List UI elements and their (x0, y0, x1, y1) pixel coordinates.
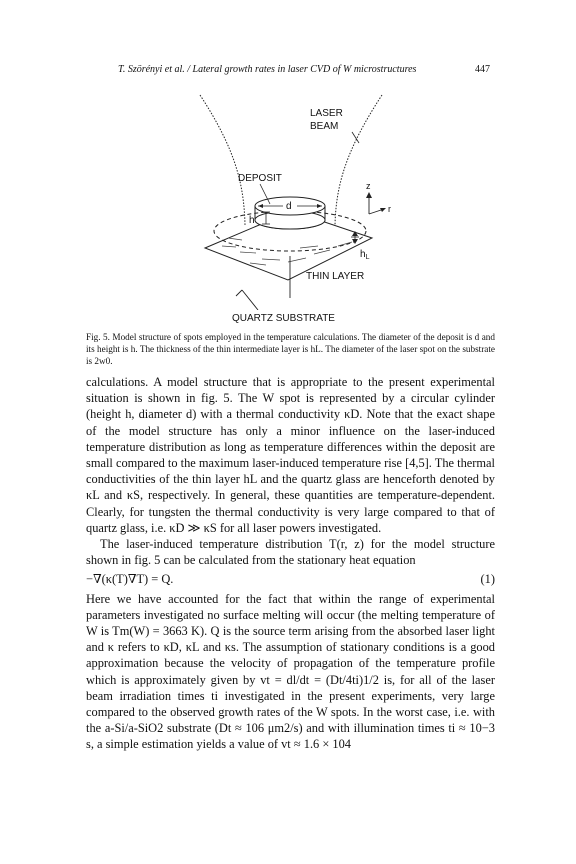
paragraph-1: calculations. A model structure that is appropriate to the present experimental situation is shown in fig. 5. The W spot is represented by a circular cylinder (height h, diameter d) with a thermal conductivity κD. Note that the exact shape of the model structure has only a minor influence on the laser-induced temperature distribution as long as temperature differences within the deposit are small compared to the maximum laser-induced temperature rise [4,5]. The thermal conductivities of the thin layer hL and the quartz glass are henceforth denoted by κL and κS, respectively. In general, these quantities are temperature-dependent. Clearly, for tungsten the thermal conductivity is very large compared to that of quartz glass, i.e. κD ≫ κS for all laser powers investigated. (86, 375, 495, 535)
label-z: z (366, 181, 371, 191)
paragraph-3: Here we have accounted for the fact that within the range of experimental parameters investigated no surface melting will occur (the melting temperature of W is Tm(W) = 3663 K). Q is the source term arising from the absorbed laser light and κ refers to κD, κL and κs. The assumption of stationary conditions is a good approximation because the velocity of propagation of the temperature profile which is approximately given by vt = dl/dt = (Dt/4ti)1/2 is, for all of the laser beam irradiation times ti investigated in the present experiments, very large compared to the observed growth rates of the W spots. In the worst case, i.e. with the a-Si/a-SiO2 substrate (Dt ≈ 106 μm2/s) and with illumination times ti ≈ 10−3 s, a simple estimation yields a value of vt ≈ 1.6 × 104 (86, 591, 495, 752)
equation-number: (1) (480, 572, 495, 587)
label-h: h (249, 215, 255, 226)
figure-caption: Fig. 5. Model structure of spots employed in the temperature calculations. The diameter of the deposit is d and its height is h. The thickness of the thin intermediate layer is hL. The diameter of the laser spot on the substrate is 2w0. (86, 332, 495, 366)
equation-1 (86, 571, 495, 587)
label-thin-layer: THIN LAYER (306, 271, 365, 282)
body-text (86, 374, 495, 753)
quartz-label: QUARTZ SUBSTRATE (232, 313, 335, 324)
figure-5-diagram (0, 0, 576, 310)
beam-left-edge (200, 95, 245, 225)
page-number: 447 (475, 64, 490, 75)
paragraph-2: The laser-induced temperature distribution T(r, z) for the model structure shown in fig. 5 can be calculated from the stationary heat equation (86, 537, 495, 568)
running-title: T. Szörényi et al. / Lateral growth rates in laser CVD of W microstructures (118, 64, 417, 75)
equation-body: −∇(κ(T)∇T) = Q. (86, 572, 174, 587)
label-hl: $h_L$ (360, 249, 370, 261)
label-beam: BEAM (310, 121, 339, 132)
beam-leader (352, 132, 359, 143)
label-d: d (286, 201, 292, 212)
thin-layer-hatching (222, 238, 352, 265)
label-laser: LASER (310, 108, 343, 119)
quartz-leader (236, 290, 242, 296)
label-r: r (388, 204, 391, 214)
label-deposit: DEPOSIT (238, 173, 282, 184)
